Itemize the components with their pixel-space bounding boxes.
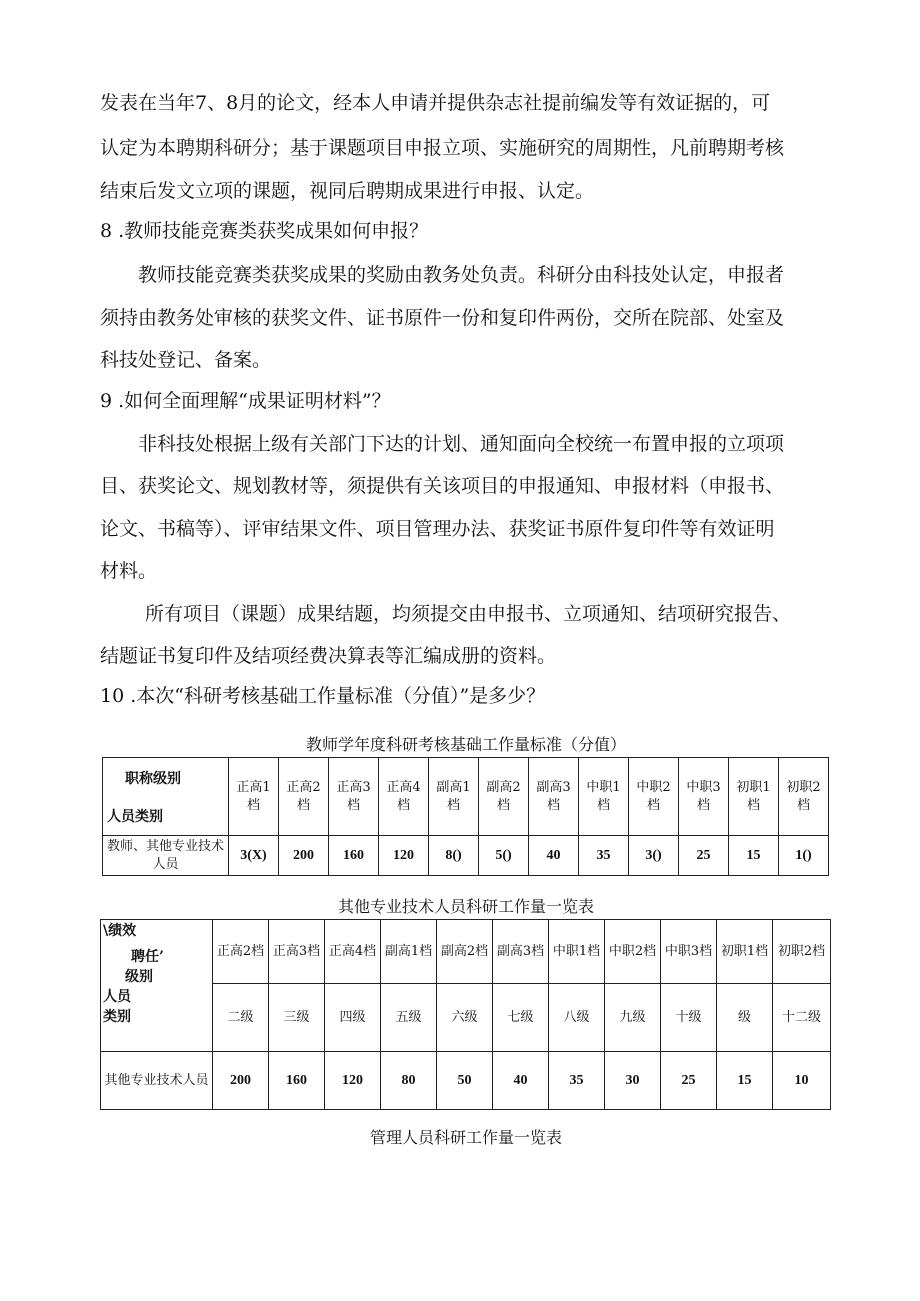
paragraph-line: 非科技处根据上级有关部门下达的计划、通知面向全校统一布置申报的立项项 bbox=[138, 433, 785, 455]
table-title: 其他专业技术人员科研工作量一览表 bbox=[337, 897, 594, 916]
column-header: 副高1档 bbox=[429, 758, 479, 836]
level-cell: 五级 bbox=[381, 984, 437, 1052]
level-cell: 十二级 bbox=[773, 984, 831, 1052]
column-header: 副高3档 bbox=[493, 920, 549, 984]
table-cell: 3(X) bbox=[229, 836, 279, 876]
corner-label: 人员 bbox=[103, 989, 131, 1005]
table-cell: 35 bbox=[579, 836, 629, 876]
table-cell: 120 bbox=[379, 836, 429, 876]
level-cell: 四级 bbox=[325, 984, 381, 1052]
corner-label: \绩效 bbox=[103, 923, 137, 939]
paragraph-line: 认定为本聘期科研分；基于课题项目申报立项、实施研究的周期性，凡前聘期考核 bbox=[100, 137, 785, 159]
table-cell: 30 bbox=[605, 1052, 661, 1110]
table-cell: 25 bbox=[661, 1052, 717, 1110]
paragraph-line: 科技处登记、备案。 bbox=[100, 349, 272, 371]
column-header: 中职1档 bbox=[549, 920, 605, 984]
column-header: 正高1档 bbox=[229, 758, 279, 836]
paragraph-line: 结束后发文立项的课题，视同后聘期成果进行申报、认定。 bbox=[100, 180, 595, 202]
paragraph-line: 材料。 bbox=[100, 560, 158, 582]
table-corner-cell bbox=[103, 758, 229, 836]
row-label: 其他专业技术人员 bbox=[101, 1052, 213, 1110]
question-heading: 9 .如何全面理解“成果证明材料”？ bbox=[100, 390, 391, 412]
table-cell: 40 bbox=[529, 836, 579, 876]
table-cell: 50 bbox=[437, 1052, 493, 1110]
level-cell: 级 bbox=[717, 984, 773, 1052]
corner-label: 级别 bbox=[125, 969, 153, 985]
paragraph-line: 目、获奖论文、规划教材等，须提供有关该项目的申报通知、申报材料（申报书、 bbox=[100, 475, 785, 497]
table-cell: 40 bbox=[493, 1052, 549, 1110]
table-cell: 160 bbox=[269, 1052, 325, 1110]
paragraph-line: 结题证书复印件及结项经费决算表等汇编成册的资料。 bbox=[100, 645, 557, 667]
level-cell: 十级 bbox=[661, 984, 717, 1052]
paragraph-line: 须持由教务处审核的获奖文件、证书原件一份和复印件两份，交所在院部、处室及 bbox=[100, 307, 785, 329]
table-cell: 200 bbox=[279, 836, 329, 876]
column-header: 正高2档 bbox=[279, 758, 329, 836]
corner-label: 类别 bbox=[103, 1009, 131, 1025]
column-header: 正高2档 bbox=[213, 920, 269, 984]
paragraph-line: 所有项目（课题）成果结题，均须提交由申报书、立项通知、结项研究报告、 bbox=[145, 603, 792, 625]
table-cell: 15 bbox=[717, 1052, 773, 1110]
question-heading: 8 .教师技能竞赛类获奖成果如何申报？ bbox=[100, 220, 429, 242]
column-header: 中职3档 bbox=[679, 758, 729, 836]
table-cell: 35 bbox=[549, 1052, 605, 1110]
column-header: 副高3档 bbox=[529, 758, 579, 836]
table-cell: 3() bbox=[629, 836, 679, 876]
level-cell: 七级 bbox=[493, 984, 549, 1052]
paragraph-line: 发表在当年7、8月的论文，经本人申请并提供杂志社提前编发等有效证据的，可 bbox=[100, 92, 771, 114]
table-cell: 15 bbox=[729, 836, 779, 876]
table-cell: 8() bbox=[429, 836, 479, 876]
column-header: 中职1档 bbox=[579, 758, 629, 836]
table-cell: 1() bbox=[779, 836, 829, 876]
column-header: 正高4档 bbox=[379, 758, 429, 836]
table-cell: 120 bbox=[325, 1052, 381, 1110]
level-cell: 九级 bbox=[605, 984, 661, 1052]
column-header: 初职1档 bbox=[717, 920, 773, 984]
table-corner-cell bbox=[101, 920, 213, 1052]
column-header: 初职1档 bbox=[729, 758, 779, 836]
paragraph-line: 论文、书稿等）、评审结果文件、项目管理办法、获奖证书原件复印件等有效证明 bbox=[100, 518, 775, 540]
table-cell: 5() bbox=[479, 836, 529, 876]
table-other-staff-workload bbox=[100, 919, 831, 1110]
level-cell: 八级 bbox=[549, 984, 605, 1052]
column-header: 中职2档 bbox=[629, 758, 679, 836]
table-cell: 80 bbox=[381, 1052, 437, 1110]
column-header: 正高3档 bbox=[329, 758, 379, 836]
corner-title-label: 职称级别 bbox=[125, 771, 181, 787]
table-teacher-workload bbox=[102, 757, 829, 876]
column-header: 中职2档 bbox=[605, 920, 661, 984]
row-label: 教师、其他专业技术人员 bbox=[103, 836, 229, 876]
table-cell: 200 bbox=[213, 1052, 269, 1110]
level-cell: 二级 bbox=[213, 984, 269, 1052]
table-cell: 25 bbox=[679, 836, 729, 876]
column-header: 副高2档 bbox=[437, 920, 493, 984]
level-cell: 三级 bbox=[269, 984, 325, 1052]
column-header: 副高1档 bbox=[381, 920, 437, 984]
corner-label: 聘任’ bbox=[131, 949, 164, 965]
table-title: 教师学年度科研考核基础工作量标准（分值） bbox=[305, 735, 626, 754]
column-header: 初职2档 bbox=[773, 920, 831, 984]
column-header: 副高2档 bbox=[479, 758, 529, 836]
column-header: 初职2档 bbox=[779, 758, 829, 836]
corner-row-label: 人员类别 bbox=[107, 809, 163, 825]
question-heading: 10 .本次“科研考核基础工作量标准（分值）”是多少？ bbox=[100, 685, 546, 707]
column-header: 正高3档 bbox=[269, 920, 325, 984]
column-header: 中职3档 bbox=[661, 920, 717, 984]
table-cell: 10 bbox=[773, 1052, 831, 1110]
table-cell: 160 bbox=[329, 836, 379, 876]
level-cell: 六级 bbox=[437, 984, 493, 1052]
table-title: 管理人员科研工作量一览表 bbox=[369, 1128, 562, 1147]
paragraph-line: 教师技能竞赛类获奖成果的奖励由教务处负责。科研分由科技处认定，申报者 bbox=[138, 264, 785, 286]
column-header: 正高4档 bbox=[325, 920, 381, 984]
